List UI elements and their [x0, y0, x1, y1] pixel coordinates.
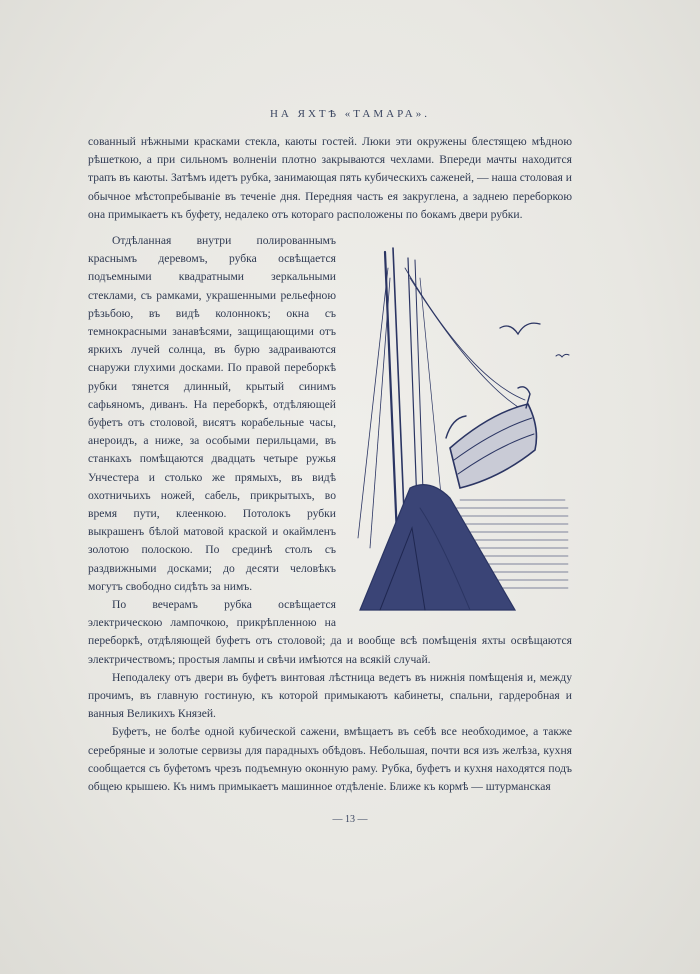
text-block-top — [88, 133, 572, 224]
paragraph-continued: сованный нѣжными красками стекла, каюты гостей. Люки эти окружены блестящею мѣдною рѣшеткою, а при сильномъ волненіи плотно закрываются чехлами. Впереди мачты находится трапъ въ каюты. Затѣмъ идетъ рубка, занимающая пять кубическихъ саженей, — наша столовая и обычное мѣстопребываніе въ теченіе дня. Передняя часть ея закруглена, а заднею переборкою она примыкаетъ къ буфету, недалеко отъ котораго расположены по бокамъ двери рубки. — [88, 135, 572, 221]
page-number: — 13 — — [332, 814, 368, 825]
yacht-illustration — [350, 238, 572, 614]
paragraph-lighting: По вечерамъ рубка освѣщается электрическою лампочкою, прикрѣпленною на переборкѣ, отдѣляющей буфетъ отъ столовой; да и вообще всѣ помѣщенія яхты освѣщаются электричествомъ; простыя лампы и свѣчи имѣются на всякій случай. — [88, 598, 572, 666]
paragraph-cabin: Отдѣланная внутри полированнымъ краснымъ деревомъ, рубка освѣщается подъемными квадратными зеркальными стеклами, съ рамками, украшенными рельефною рѣзьбою, въ видѣ колоннокъ; окна съ темнокрасными занавѣсями, защищающими отъ яркихъ лучей солнца, въ бурю задраиваются снаружи глухими досками. По правой переборкѣ рубки тянется длинный, крытый синимъ сафьяномъ, диванъ. На переборкѣ, отдѣляющей буфетъ отъ столовой, висятъ корабельные часы, анероидъ, а ниже, за особыми перильцами, въ станкахъ помѣщаются двадцать четыре ружья Унчестера и столько же прямыхъ, въ видѣ охотничьихъ ножей, сабель, прикрытыхъ, во время пути, клеенкою. Потолокъ рубки выкрашенъ бѣлой матовой краской и окаймленъ золотою полоскою. По срединѣ столъ съ раздвижными досками; до десяти человѣкъ могутъ свободно сидѣть за нимъ. — [88, 234, 336, 593]
paragraph-buffet: Буфетъ, не болѣе одной кубической сажени, вмѣщаетъ въ себѣ все необходимое, а также серебряные и золотые сервизы для парадныхъ обѣдовъ. Небольшая, почти вся изъ желѣза, кухня сообщается съ буфетомъ чрезъ подъемную оконную раму. Рубка, буфетъ и кухня находятся подъ общею крышею. Къ нимъ примыкаетъ машинное отдѣленіе. Ближе къ кормѣ — штурманская — [88, 725, 572, 794]
running-title: НА ЯХТѢ «ТАМАРА». — [269, 108, 430, 120]
text-block-main — [88, 232, 572, 796]
paragraph-staircase: Неподалеку отъ двери въ буфетъ винтовая лѣстница ведетъ въ нижнія помѣщенія и, между прочимъ, въ главную гостиную, къ которой примыкаютъ кабинеты, спальни, гардеробная и ванныя Великихъ Князей. — [88, 670, 572, 721]
